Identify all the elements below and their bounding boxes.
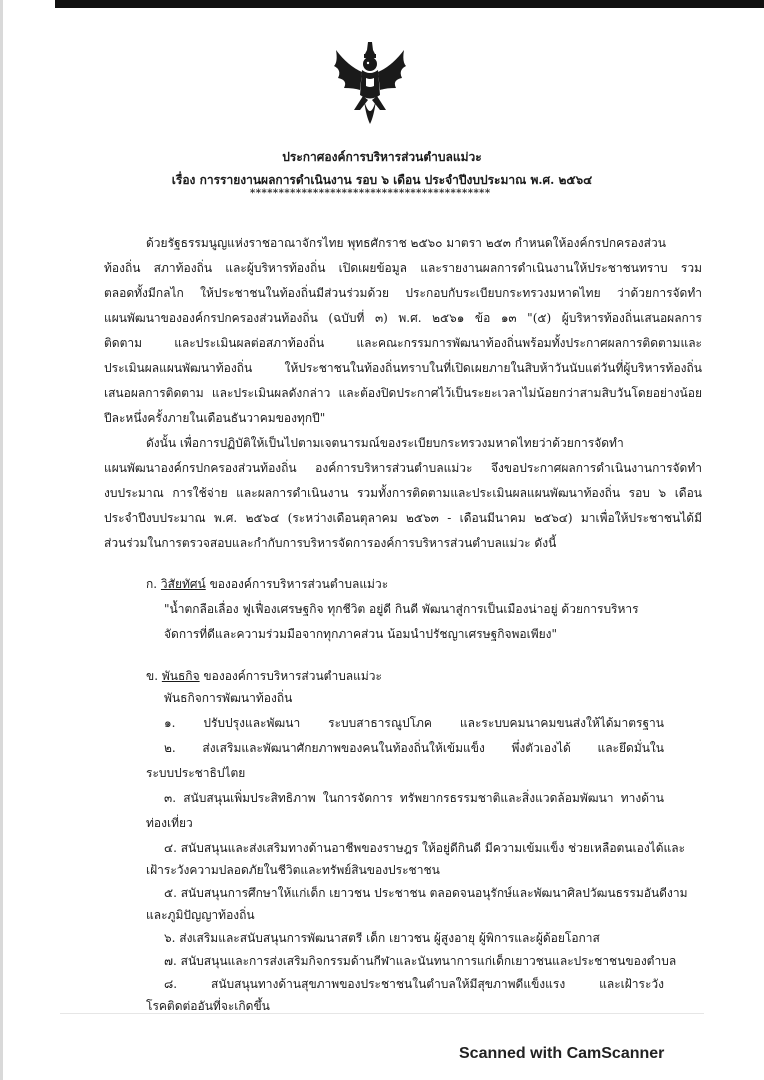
mission-item-1: ๑. ปรับปรุงและพัฒนา ระบบสาธารณูปโภค และระบบคมนาคมขนส่งให้ได้มาตรฐาน bbox=[164, 716, 664, 730]
action-line-2: แผนพัฒนาองค์กรปกครองส่วนท้องถิ่น องค์การบริหารส่วนตำบลแม่วะ จึงขอประกาศผลการดำเนินงานการจัดทำ bbox=[104, 461, 702, 475]
mission-item-5-cont: และภูมิปัญญาท้องถิ่น bbox=[146, 908, 255, 922]
announcement-subject: เรื่อง การรายงานผลการดำเนินงาน รอบ ๖ เดือน ประจำปีงบประมาณ พ.ศ. ๒๕๖๔ bbox=[171, 173, 593, 187]
action-line-5: ส่วนร่วมในการตรวจสอบและกำกับการบริหารจัดการองค์การบริหารส่วนตำบลแม่วะ ดังนี้ bbox=[104, 536, 557, 550]
intro-line-1: ด้วยรัฐธรรมนูญแห่งราชอาณาจักรไทย พุทธศักราช ๒๕๖๐ มาตรา ๒๕๓ กำหนดให้องค์กรปกครองส่วน bbox=[146, 236, 666, 250]
mission-item-3: ๓. สนับสนุนเพิ่มประสิทธิภาพ ในการจัดการ ทรัพยากรธรรมชาติและสิ่งแวดล้อมพัฒนา ทางด้าน bbox=[164, 791, 664, 805]
vision-line-1: "น้ำตกลือเลื่อง ฟูเฟื่องเศรษฐกิจ ทุกชีวิต อยู่ดี กินดี พัฒนาสู่การเป็นเมืองน่าอยู่ ด้วยการบริหาร bbox=[164, 602, 639, 616]
vision-line-2: จัดการที่ดีและความร่วมมือจากทุกภาคส่วน น้อมนำปรัชญาเศรษฐกิจพอเพียง" bbox=[164, 627, 558, 641]
mission-item-8: ๘. สนับสนุนทางด้านสุขภาพของประชาชนในตำบลให้มีสุขภาพดีแข็งแรง และเฝ้าระวัง bbox=[164, 977, 664, 991]
action-line-1: ดังนั้น เพื่อการปฏิบัติให้เป็นไปตามเจตนารมณ์ของระเบียบกระทรวงมหาดไทยว่าด้วยการจัดทำ bbox=[146, 436, 624, 450]
intro-line-8: ปีละหนึ่งครั้งภายในเดือนธันวาคมของทุกปี" bbox=[104, 411, 326, 425]
mission-item-2: ๒. ส่งเสริมและพัฒนาศักยภาพของคนในท้องถิ่นให้เข้มแข็ง พึ่งตัวเองได้ และยึดมั่นใน bbox=[164, 741, 664, 755]
mission-item-8-cont: โรคติดต่ออันที่จะเกิดขึ้น bbox=[146, 999, 270, 1013]
intro-line-4: แผนพัฒนาขององค์กรปกครองส่วนท้องถิ่น (ฉบับที่ ๓) พ.ศ. ๒๕๖๑ ข้อ ๑๓ "(๕) ผู้บริหารท้องถิ่นเสนอผลการ bbox=[104, 311, 702, 325]
mission-item-5: ๕. สนับสนุนการศึกษาให้แก่เด็ก เยาวชน ประชาชน ตลอดจนอนุรักษ์และพัฒนาศิลปวัฒนธรรมอันดีงาม bbox=[164, 886, 688, 900]
mission-heading bbox=[146, 668, 382, 684]
mission-item-4: ๔. สนับสนุนและส่งเสริมทางด้านอาชีพของราษฎร ให้อยู่ดีกินดี มีความเข้มแข็ง ช่วยเหลือตนเองได้และ bbox=[164, 841, 686, 855]
intro-line-5: ติดตาม และประเมินผลต่อสภาท้องถิ่น และคณะกรรมการพัฒนาท้องถิ่นพร้อมทั้งประกาศผลการติดตามและ bbox=[104, 336, 702, 350]
header-separator: ****************************************** bbox=[250, 188, 491, 199]
mission-subheading: พันธกิจการพัฒนาท้องถิ่น bbox=[164, 691, 293, 705]
action-line-4: ประจำปีงบประมาณ พ.ศ. ๒๕๖๔ (ระหว่างเดือนตุลาคม ๒๕๖๓ - เดือนมีนาคม ๒๕๖๔) มาเพื่อให้ประชาชนได้มี bbox=[104, 511, 702, 525]
action-line-3: งบประมาณ การใช้จ่าย และผลการดำเนินงาน รวมทั้งการติดตามและประเมินผลแผนพัฒนาท้องถิ่น รอบ ๖ เดือน bbox=[104, 486, 702, 500]
mission-item-3-cont: ท่องเที่ยว bbox=[146, 816, 193, 830]
page-bottom-edge bbox=[60, 1013, 704, 1014]
mission-item-2-cont: ระบบประชาธิปไตย bbox=[146, 766, 246, 780]
vision-heading-label: วิสัยทัศน์ bbox=[160, 577, 206, 591]
intro-line-7: เสนอผลการติดตาม และประเมินผลดังกล่าว และต้องปิดประกาศไว้เป็นระยะเวลาไม่น้อยกว่าสามสิบวันโดยอย่างน้อย bbox=[104, 386, 702, 400]
vision-heading bbox=[146, 576, 388, 592]
intro-line-3: ตลอดทั้งมีกลไก ให้ประชาชนในท้องถิ่นมีส่วนร่วมด้วย ประกอบกับระเบียบกระทรวงมหาดไทย ว่าด้วยการจัดทำ bbox=[104, 286, 702, 300]
announcement-title: ประกาศองค์การบริหารส่วนตำบลแม่วะ bbox=[282, 150, 482, 164]
vision-prefix: ก. bbox=[146, 577, 158, 591]
mission-heading-rest: ขององค์การบริหารส่วนตำบลแม่วะ bbox=[203, 669, 382, 683]
camscanner-watermark: Scanned with CamScanner bbox=[459, 1045, 665, 1062]
garuda-emblem-icon bbox=[330, 40, 410, 125]
vision-heading-rest: ขององค์การบริหารส่วนตำบลแม่วะ bbox=[209, 577, 389, 591]
scan-top-border bbox=[55, 0, 764, 8]
intro-line-2: ท้องถิ่น สภาท้องถิ่น และผู้บริหารท้องถิ่น เปิดเผยข้อมูล และรายงานผลการดำเนินงานให้ประชาชนทราบ รวม bbox=[104, 261, 702, 275]
mission-item-6: ๖. ส่งเสริมและสนับสนุนการพัฒนาสตรี เด็ก เยาวชน ผู้สูงอายุ ผู้พิการและผู้ด้อยโอกาส bbox=[164, 931, 600, 945]
intro-line-6: ประเมินผลแผนพัฒนาท้องถิ่น ให้ประชาชนในท้องถิ่นทราบในที่เปิดเผยภายในสิบห้าวันนับแต่วันที่ผู้บริหารท้องถิ่น bbox=[104, 361, 702, 375]
mission-prefix: ข. bbox=[146, 669, 159, 683]
mission-item-4-cont: เฝ้าระวังความปลอดภัยในชีวิตและทรัพย์สินของประชาชน bbox=[146, 863, 440, 877]
mission-item-7: ๗. สนับสนุนและการส่งเสริมกิจกรรมด้านกีฬาและนันทนาการแก่เด็กเยาวชนและประชาชนของตำบล bbox=[164, 954, 677, 968]
mission-heading-label: พันธกิจ bbox=[161, 669, 200, 683]
